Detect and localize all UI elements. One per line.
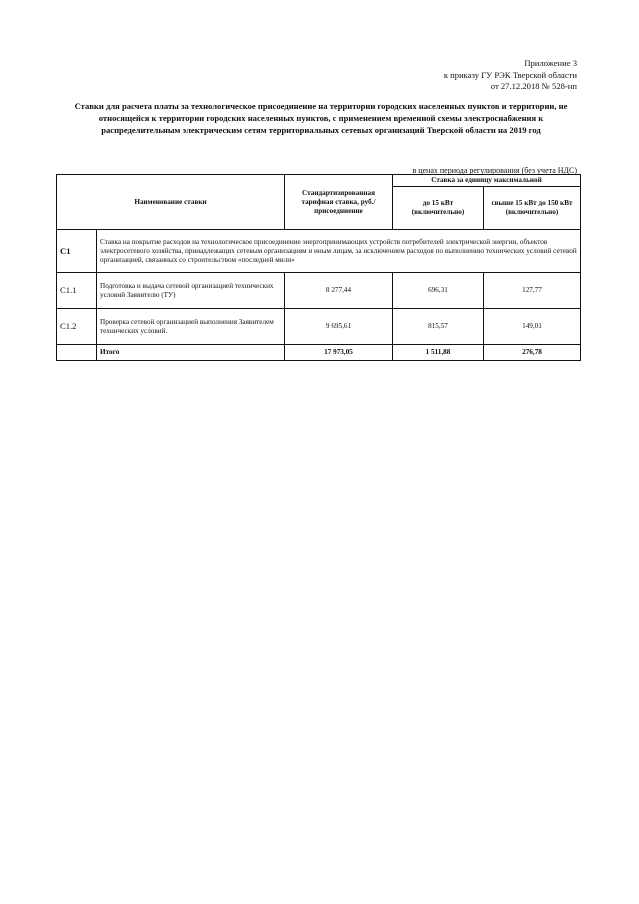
appendix-order-date: от 27.12.2018 № 528-нп [490,81,577,91]
row-code: С1.1 [57,273,97,309]
appendix-block [444,58,577,93]
row-upto-15kw: 696,31 [393,273,484,309]
row-upto-15kw: 815,57 [393,309,484,345]
total-code-cell [57,345,97,361]
row-standard-rate: 8 277,44 [285,273,393,309]
header-unit-rate: Ставка за единицу максимальной [393,175,581,187]
row-over-15kw: 127,77 [484,273,581,309]
appendix-order-ref: к приказу ГУ РЭК Тверской области [443,69,577,80]
row-standard-rate: 9 695,61 [285,309,393,345]
row-over-15kw: 149,01 [484,309,581,345]
row-name: Проверка сетевой организацией выполнения Заявителем технических условий. [97,309,285,345]
total-upto-15kw: 1 511,88 [393,345,484,361]
table-total-row [57,345,581,361]
table-row [57,230,581,273]
header-standard-rate: Стандартизированная тарифная ставка, руб./присоединение [285,175,393,230]
total-standard-rate: 17 973,05 [285,345,393,361]
header-over-15kw: свыше 15 кВт до 150 кВт (включительно) [484,187,581,230]
row-code: С1.2 [57,309,97,345]
total-label: Итого [97,345,285,361]
row-name: Ставка на покрытие расходов на технологическое присоединение энергопринимающих устройств потребителей электрической энергии, объектов электросетевого хозяйства, принадлежащих сетевым организациям и иным лицам, за исключением расходов по выполнению технических условий сетевой организацией, связанных со строительством «последней мили» [97,230,581,273]
header-upto-15kw: до 15 кВт (включительно) [393,187,484,230]
table-row [57,309,581,345]
row-code: С1 [57,230,97,273]
rates-table [56,174,581,361]
price-note: в ценах периода регулирования (без учета НДС) [412,166,577,175]
table-header-row [57,175,581,187]
row-name: Подготовка и выдача сетевой организацией технических условий Заявителю (ТУ) [97,273,285,309]
table-row [57,273,581,309]
header-name: Наименование ставки [57,175,285,230]
total-over-15kw: 276,78 [484,345,581,361]
appendix-title: Приложение 3 [524,58,577,68]
document-title: Ставки для расчета платы за технологическое присоединение на территории городских населенных пунктов и территории, не относящейся к территории городских населенных пунктов, с применением временной схемы электроснабжения к распределительным электрическим сетям территориальных сетевых организаций Тверской области на 2019 год [74,101,568,135]
